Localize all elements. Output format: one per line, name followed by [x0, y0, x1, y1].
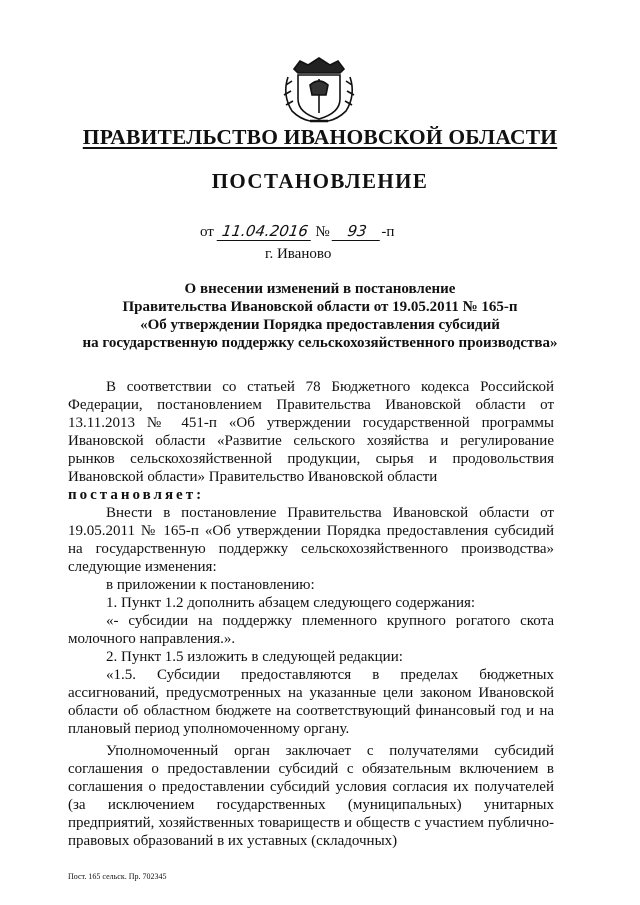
coat-of-arms-icon — [280, 55, 358, 125]
document-type: ПОСТАНОВЛЕНИЕ — [211, 169, 429, 193]
body-paragraph: Внести в постановление Правительства Ивановской области от 19.05.2011 № 165-п «Об утверждении Порядка предоставления субсидий на государственную поддержку сельскохозяйственного производства» следующие изменения: — [68, 505, 554, 575]
document-date: 11.04.2016 — [216, 222, 313, 241]
body-paragraph: 2. Пункт 1.5 изложить в следующей редакции: — [106, 649, 403, 665]
date-prefix: от — [200, 224, 214, 240]
decree-word: постановляет: — [68, 487, 205, 503]
document-body — [68, 378, 554, 850]
body-paragraph: «1.5. Субсидии предоставляются в пределах бюджетных ассигнований, предусмотренных на указанные цели законом Ивановской области об областном бюджете на соответствующий финансовый год и на плановый период уполномоченному органу. — [68, 667, 554, 737]
subject-line: Правительства Ивановской области от 19.05.2011 № 165-п — [122, 299, 518, 315]
subject-line: О внесении изменений в постановление — [184, 281, 456, 297]
number-prefix: № — [315, 224, 330, 240]
subject-line: на государственную поддержку сельскохозяйственного производства» — [82, 335, 558, 351]
footer-code: Пост. 165 сельск. Пр. 702345 — [68, 872, 167, 881]
body-paragraph: В соответствии со статьей 78 Бюджетного кодекса Российской Федерации, постановлением Правительства Ивановской области от 13.11.2013 № 451-п «Об утверждении государственной программы Ивановской области «Развитие сельского хозяйства и регулирование рынков сельскохозяйственной продукции, сырья и продовольствия Ивановской области» Правительство Ивановской области — [68, 379, 554, 485]
body-paragraph: Уполномоченный орган заключает с получателями субсидий соглашения о предоставлении субсидий с обязательным включением в соглашения о предоставлении субсидий условия согласия их получателей (за исключением государственных (муниципальных) унитарных предприятий, хозяйственных товариществ и обществ с участием публично-правовых образований в их уставных (складочных) — [68, 743, 554, 849]
body-paragraph: 1. Пункт 1.2 дополнить абзацем следующего содержания: — [106, 595, 476, 611]
date-number-row — [200, 222, 460, 241]
number-suffix: -п — [381, 224, 395, 240]
body-paragraph: в приложении к постановлению: — [106, 577, 315, 593]
document-subject — [60, 280, 580, 352]
body-paragraph: «- субсидии на поддержку племенного крупного рогатого скота молочного направления.». — [68, 613, 554, 647]
city: г. Иваново — [265, 246, 332, 262]
subject-line: «Об утверждении Порядка предоставления субсидий — [140, 317, 500, 333]
organization-title: ПРАВИТЕЛЬСТВО ИВАНОВСКОЙ ОБЛАСТИ — [82, 125, 558, 149]
document-number: 93 — [332, 222, 383, 241]
